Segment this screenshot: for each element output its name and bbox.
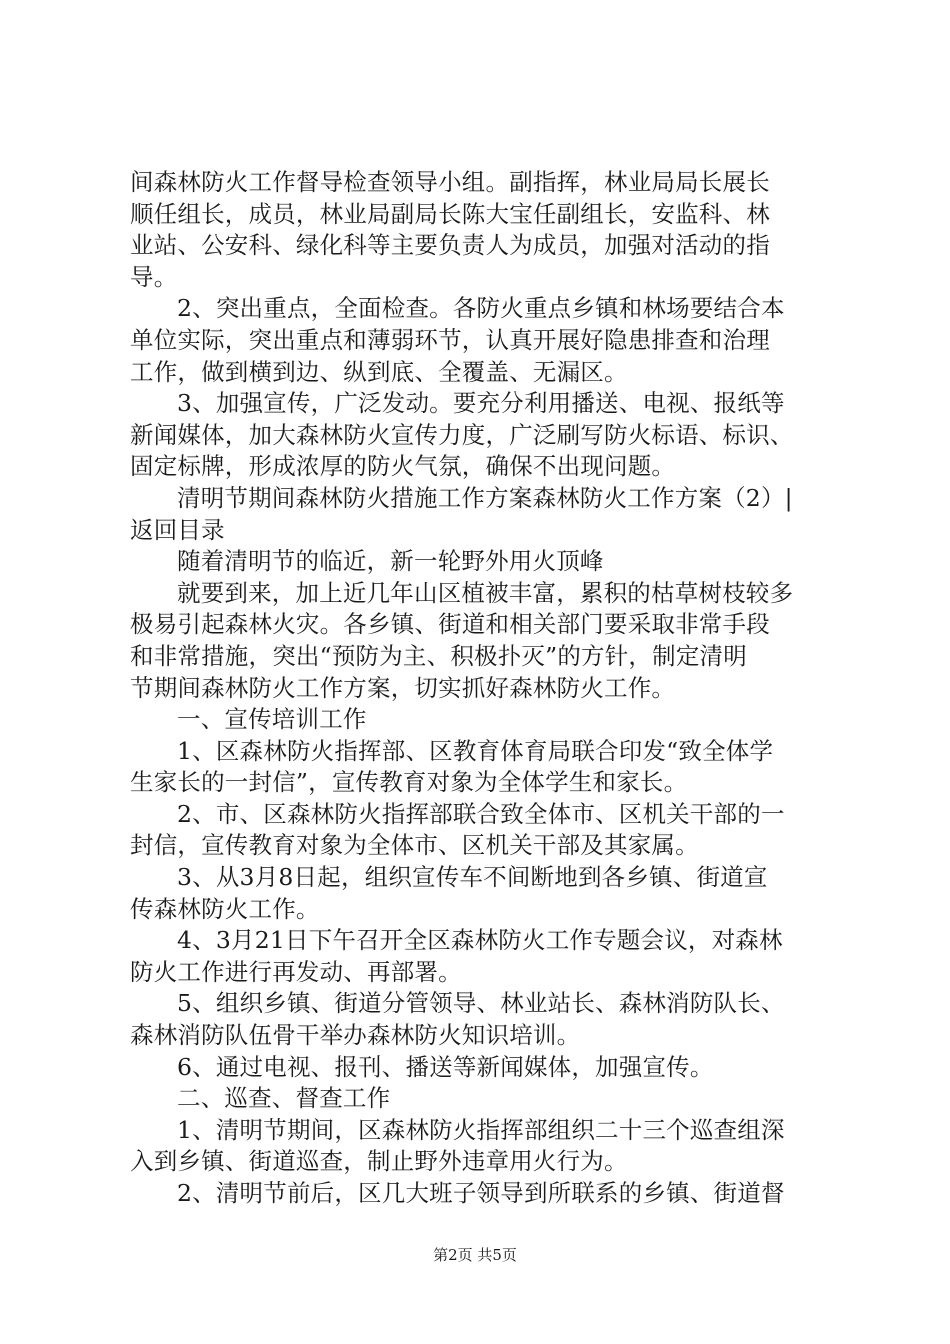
text-line: 1、清明节期间，区森林防火指挥部组织二十三个巡查组深 (177, 1115, 785, 1144)
text-line: 节期间森林防火工作方案，切实抓好森林防火工作。 (130, 673, 676, 702)
page-footer (0, 1245, 950, 1265)
page-number-label: 第2页 共5页 (433, 1246, 517, 1264)
text-line: 随着清明节的临近，新一轮野外用火顶峰 (177, 547, 604, 576)
document-body (130, 167, 830, 1210)
text-line: 封信，宣传教育对象为全体市、区机关干部及其家属。 (130, 831, 699, 860)
text-line: 防火工作进行再发动、再部署。 (130, 957, 462, 986)
text-line: 单位实际，突出重点和薄弱环节，认真开展好隐患排查和治理 (130, 325, 770, 354)
text-line: 传森林防火工作。 (130, 894, 320, 923)
text-line: 2、清明节前后，区几大班子领导到所联系的乡镇、街道督 (177, 1179, 785, 1207)
text-line: 2、市、区森林防火指挥部联合致全体市、区机关干部的一 (177, 799, 785, 828)
text-line: 清明节期间森林防火措施工作方案森林防火工作方案（2）| (177, 483, 793, 512)
text-line: 3、加强宣传，广泛发动。要充分利用播送、电视、报纸等 (177, 389, 785, 418)
text-line: 二、巡查、督查工作 (177, 1084, 391, 1113)
text-line: 极易引起森林火灾。各乡镇、街道和相关部门要采取非常手段 (130, 610, 770, 639)
text-line: 顺任组长，成员，林业局副局长陈大宝任副组长，安监科、林 (130, 199, 770, 228)
text-line: 和非常措施，突出“预防为主、积极扑灭”的方针，制定清明 (130, 641, 747, 670)
text-line: 生家长的一封信”，宣传教育对象为全体学生和家长。 (130, 768, 688, 797)
text-line: 6、通过电视、报刊、播送等新闻媒体，加强宣传。 (177, 1052, 714, 1081)
text-line: 固定标牌，形成浓厚的防火气氛，确保不出现问题。 (130, 452, 676, 481)
text-line: 返回目录 (130, 515, 225, 544)
text-line: 业站、公安科、绿化科等主要负责人为成员，加强对活动的指 (130, 231, 770, 260)
text-line: 5、组织乡镇、街道分管领导、林业站长、森林消防队长、 (177, 989, 785, 1018)
text-line: 3、从3月8日起，组织宣传车不间断地到各乡镇、街道宣 (177, 863, 768, 892)
text-line: 新闻媒体，加大森林防火宣传力度，广泛刷写防火标语、标识、 (130, 420, 794, 449)
text-line: 4、3月21日下午召开全区森林防火工作专题会议，对森林 (177, 926, 783, 955)
text-line: 导。 (130, 262, 178, 291)
text-line: 森林消防队伍骨干举办森林防火知识培训。 (130, 1021, 581, 1050)
text-line: 1、区森林防火指挥部、区教育体育局联合印发“致全体学 (177, 736, 774, 765)
text-line: 间森林防火工作督导检查领导小组。副指挥，林业局局长展长 (130, 168, 770, 196)
text-line: 就要到来，加上近几年山区植被丰富，累积的枯草树枝较多 (177, 578, 794, 607)
text-line: 2、突出重点，全面检查。各防火重点乡镇和林场要结合本 (177, 294, 785, 323)
text-line: 入到乡镇、街道巡查，制止野外违章用火行为。 (130, 1147, 628, 1176)
text-line: 一、宣传培训工作 (177, 705, 367, 734)
text-line: 工作，做到横到边、纵到底、全覆盖、无漏区。 (130, 357, 628, 386)
